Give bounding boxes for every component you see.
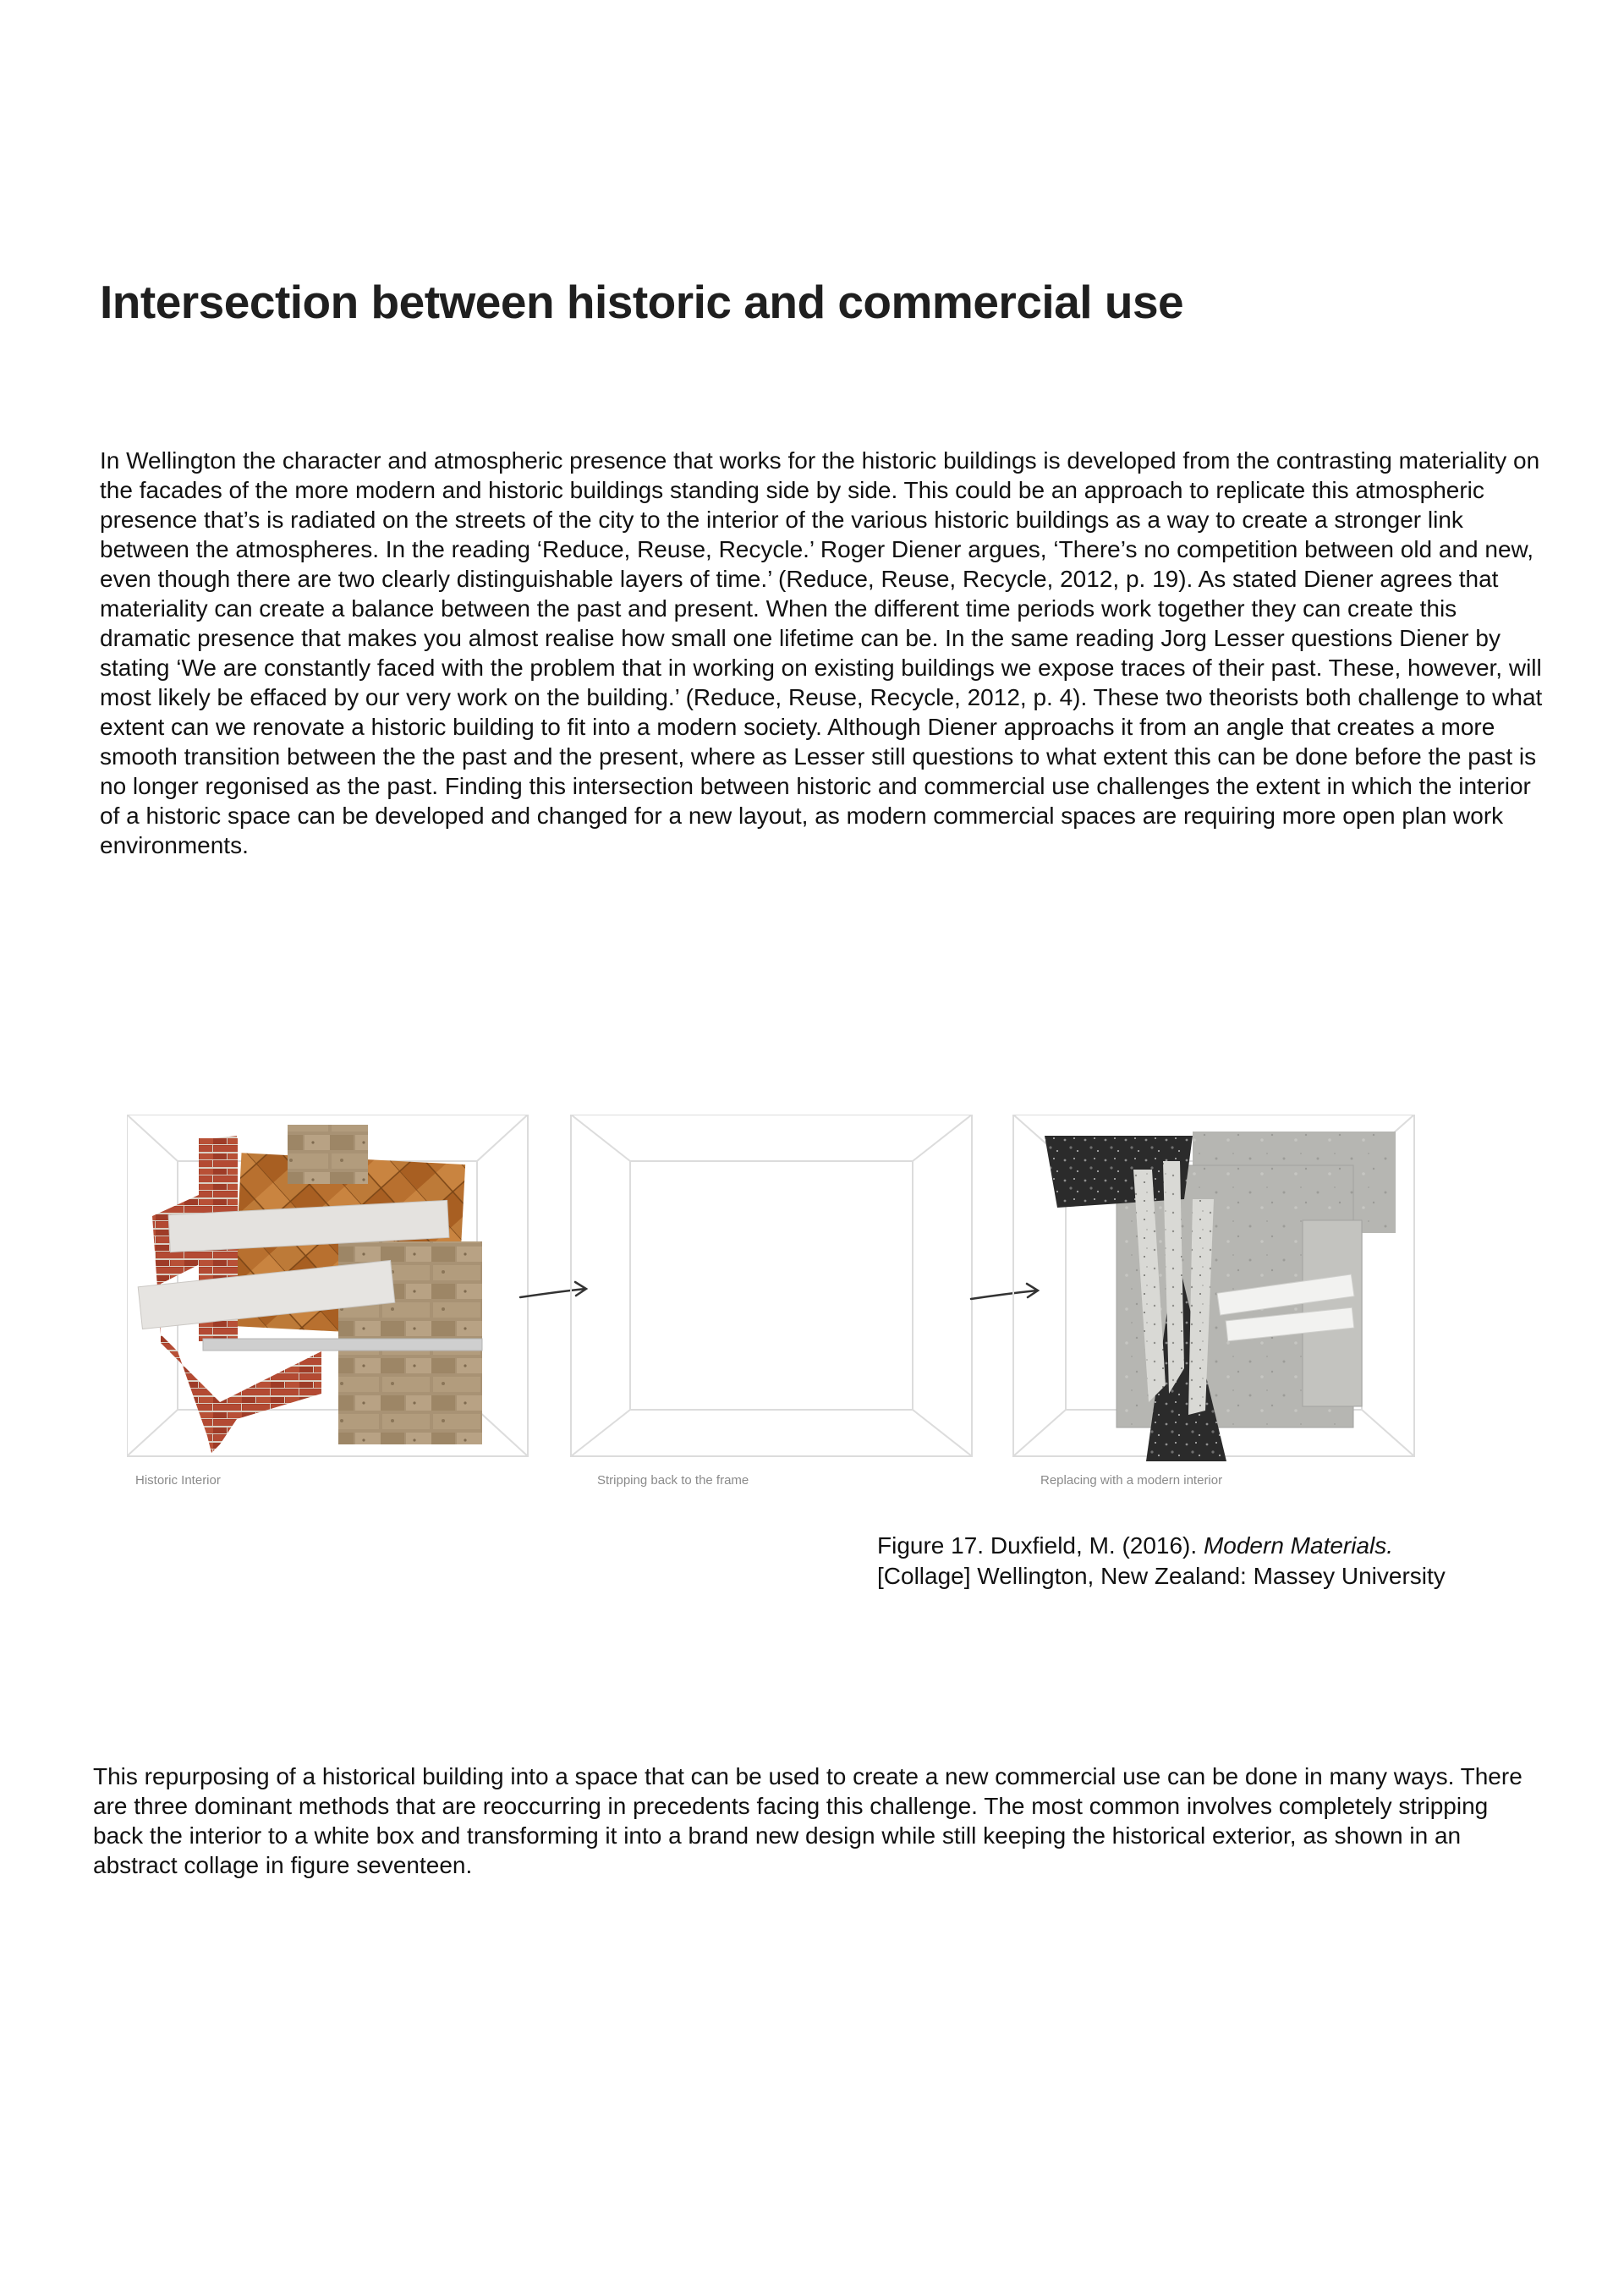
panel-label: Historic Interior: [135, 1473, 221, 1487]
panel-historic-interior: [127, 1115, 528, 1456]
caption-line-2: [Collage] Wellington, New Zealand: Massey University: [877, 1563, 1446, 1589]
caption-prefix: Figure 17. Duxfield, M. (2016).: [877, 1532, 1204, 1559]
figure-caption: [877, 1531, 1446, 1592]
figure-collage: [127, 1115, 1429, 1487]
page-title: Intersection between historic and commercial use: [100, 276, 1184, 328]
arrow-icon: [971, 1284, 1038, 1299]
arrow-icon: [520, 1282, 586, 1297]
panel-modern-interior: [1013, 1115, 1414, 1461]
panel-label: Stripping back to the frame: [597, 1473, 749, 1487]
panel-stripped-frame: [571, 1115, 972, 1456]
caption-line-1: [877, 1531, 1446, 1561]
body-paragraph-1: In Wellington the character and atmospheric presence that works for the historic buildings is developed from the contrasting materiality on the facades of the more modern and historic buildings standing side by side. This could be an approach to replicate this atmospheric presence that’s is radiated on the streets of the city to the interior of the various historic buildings as a way to create a stronger link between the atmospheres. In the reading ‘Reduce, Reuse, Recycle.’ Roger Diener argues, ‘There’s no competition between old and new, even though there are two clearly distinguishable layers of time.’ (Reduce, Reuse, Recycle, 2012, p. 19). As stated Diener agrees that materiality can create a balance between the past and present. When the different time periods work together they can create this dramatic presence that makes you almost realise how small one lifetime can be. In the same reading Jorg Lesser questions Diener by stating ‘We are constantly faced with the problem that in working on existing buildings we expose traces of their past. These, however, will most likely be effaced by our very work on the building.’ (Reduce, Reuse, Recycle, 2012, p. 4). These two theorists both challenge to what extent can we renovate a historic building to fit into a modern society. Although Diener approachs it from an angle that creates a more smooth transition between the the past and the present, where as Lesser still questions to what extent this can be done before the past is no longer regonised as the past. Finding this intersection between historic and commercial use challenges the extent in which the interior of a historic space can be developed and changed for a new layout, as modern commercial spaces are requiring more open plan work environments.: [100, 447, 1543, 858]
sandstone-panel: [288, 1125, 368, 1184]
metal-beam: [203, 1339, 482, 1351]
panel-label: Replacing with a modern interior: [1040, 1473, 1223, 1487]
body-paragraph-2: This repurposing of a historical building into a space that can be used to create a new commercial use can be done in many ways. There are three dominant methods that are reoccurring in precedents facing this challenge. The most common involves completely stripping back the interior to a white box and transforming it into a brand new design while still keeping the historical exterior, as shown in an abstract collage in figure seventeen.: [93, 1763, 1522, 1878]
caption-title: Modern Materials.: [1203, 1532, 1394, 1559]
